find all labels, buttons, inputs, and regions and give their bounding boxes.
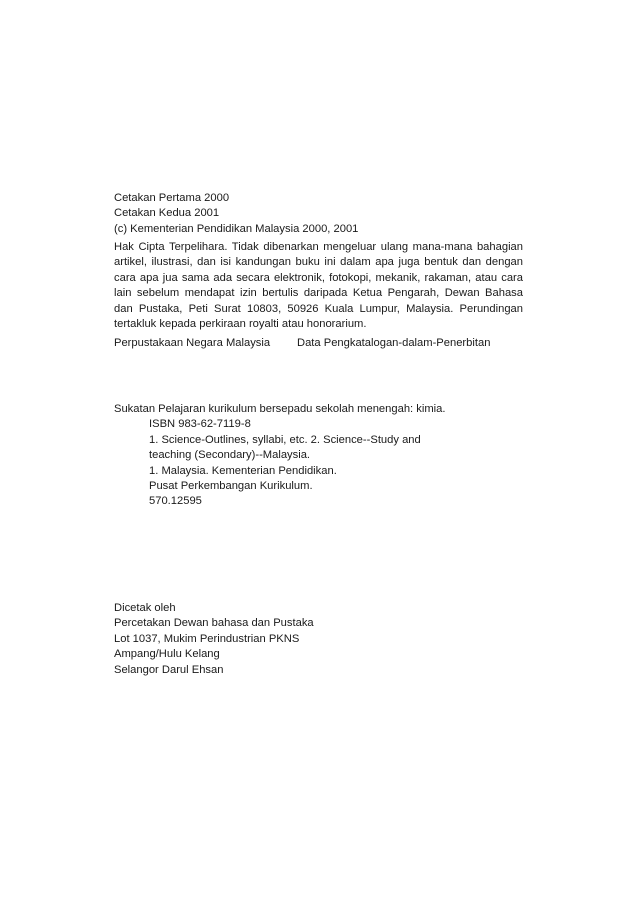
printer-name: Percetakan Dewan bahasa dan Pustaka <box>114 617 314 630</box>
copyright-owner: (c) Kementerian Pendidikan Malaysia 2000, 2001 <box>114 222 359 235</box>
first-printing: Cetakan Pertama 2000 <box>114 192 230 204</box>
printer-address-line-2: Ampang/Hulu Kelang <box>114 648 220 661</box>
subjects-line-1: 1. Science-Outlines, syllabi, etc. 2. Science--Study and <box>149 433 421 446</box>
copyright-notice: Hak Cipta Terpelihara. Tidak dibenarkan mengeluar ulang mana-mana bahagian artikel, ilustrasi, dan isi kandungan buku ini dalam apa juga bentuk dan dengan cara apa jua sama ada secara elektronik, fotokopi, mekanik, rakaman, atau cara lain sebelum mendapat izin bertulis daripada Ketua Pengarah, Dewan Bahasa dan Pustaka, Peti Surat 10803, 50926 Kuala Lumpur, Malaysia. Perundingan tertakluk kepada perkiraan royalti atau honorarium. <box>114 241 523 331</box>
classification-number: 570.12595 <box>149 495 202 508</box>
copyright-notice-block <box>114 240 523 332</box>
printer-address-line-1: Lot 1037, Mukim Perindustrian PKNS <box>114 632 300 645</box>
isbn: ISBN 983-62-7119-8 <box>149 418 251 431</box>
added-entry: 1. Malaysia. Kementerian Pendidikan. <box>149 464 337 477</box>
national-library: Perpustakaan Negara Malaysia <box>114 337 271 349</box>
record-title: Sukatan Pelajaran kurikulum bersepadu sekolah menengah: kimia. <box>114 403 446 415</box>
edition-block <box>114 191 523 237</box>
printer-heading: Dicetak oleh <box>114 602 176 614</box>
added-entry-division: Pusat Perkembangan Kurikulum. <box>149 480 313 493</box>
catalogue-record <box>114 402 523 510</box>
cip-label: Data Pengkatalogan-dalam-Penerbitan <box>297 337 491 349</box>
second-printing: Cetakan Kedua 2001 <box>114 207 220 220</box>
subjects-line-2: teaching (Secondary)--Malaysia. <box>149 449 311 462</box>
printer-block <box>114 601 523 678</box>
cataloguing-header <box>114 336 523 351</box>
printer-address-line-3: Selangor Darul Ehsan <box>114 663 224 676</box>
